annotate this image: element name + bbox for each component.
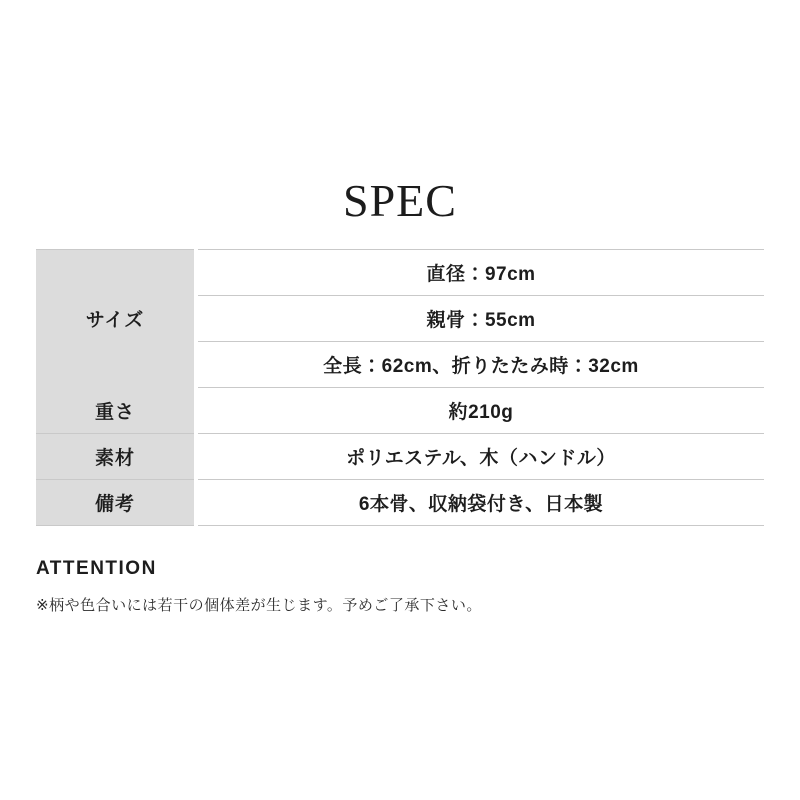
spec-label-material: 素材 <box>36 434 196 480</box>
table-row <box>36 250 764 296</box>
spec-value-size-rib: 親骨：55cm <box>196 296 764 342</box>
page-title: SPEC <box>343 175 457 226</box>
table-row <box>36 480 764 526</box>
spec-table <box>36 249 764 526</box>
table-row <box>36 388 764 434</box>
spec-value-remarks: 6本骨、収納袋付き、日本製 <box>196 480 764 526</box>
spec-label-size: サイズ <box>36 250 196 388</box>
spec-label-weight: 重さ <box>36 388 196 434</box>
attention-note: ※柄や色合いには若干の個体差が生じます。予めご了承下さい。 <box>36 597 482 614</box>
spec-value-weight: 約210g <box>196 388 764 434</box>
spec-value-size-length: 全長：62cm、折りたたみ時：32cm <box>196 342 764 388</box>
spec-value-size-diameter: 直径：97cm <box>196 250 764 296</box>
spec-value-material: ポリエステル、木（ハンドル） <box>196 434 764 480</box>
spec-label-remarks: 備考 <box>36 480 196 526</box>
table-row <box>36 434 764 480</box>
attention-heading: ATTENTION <box>36 558 157 579</box>
